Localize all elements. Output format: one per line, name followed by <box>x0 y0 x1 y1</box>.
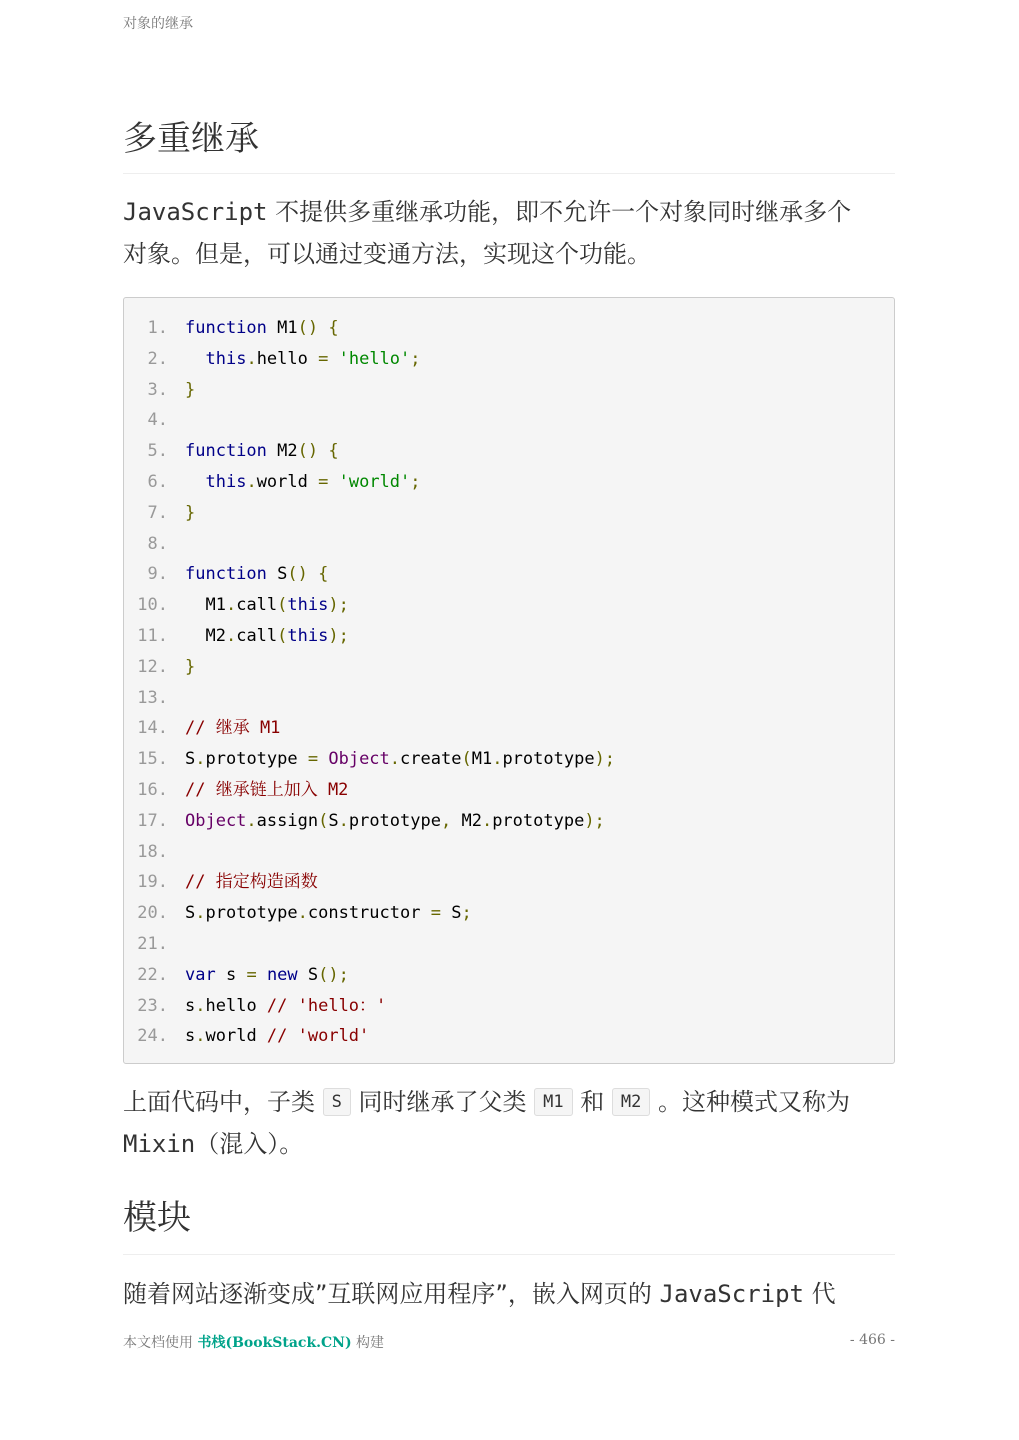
line-number: 21. <box>137 933 168 954</box>
code-token: this <box>287 625 329 646</box>
code-text <box>185 713 280 744</box>
code-token: 'world' <box>338 471 411 492</box>
code-token: S <box>440 903 462 924</box>
line-number: 12. <box>137 656 168 677</box>
code-token: hello <box>256 348 319 369</box>
module-paragraph <box>123 1273 895 1315</box>
code-token: S <box>266 564 288 585</box>
line-number: 8. <box>147 533 168 554</box>
running-head: 对象的继承 <box>123 16 193 32</box>
code-token: ( <box>461 749 472 770</box>
code-token: . <box>297 903 308 924</box>
code-line <box>124 683 894 714</box>
footer-suffix: 构建 <box>351 1335 385 1351</box>
code-token: function <box>185 318 267 338</box>
section-title-multiple-inheritance: 多重继承 <box>123 117 895 174</box>
code-token: (); <box>318 964 349 985</box>
explanation-text: 上面代码中，子类 <box>123 1088 323 1116</box>
code-token: ; <box>461 903 472 924</box>
code-line <box>124 713 894 744</box>
code-token <box>185 472 205 492</box>
code-token: create <box>400 749 462 770</box>
code-token: . <box>195 903 206 924</box>
code-token: function <box>185 441 267 462</box>
code-text <box>185 467 421 498</box>
code-token: . <box>338 810 349 831</box>
code-token: ); <box>328 625 349 646</box>
code-text <box>185 1021 369 1052</box>
code-token <box>328 472 338 492</box>
code-token: // 'hello：' <box>266 995 387 1016</box>
code-token: . <box>195 995 206 1016</box>
code-token: = <box>318 471 329 492</box>
code-token: M2 <box>266 441 298 462</box>
code-token: ); <box>584 810 605 831</box>
bookstack-link[interactable]: 书栈(BookStack.CN) <box>197 1335 352 1351</box>
code-token: call <box>236 595 278 616</box>
code-token: s <box>185 995 196 1016</box>
code-token: constructor <box>307 903 431 924</box>
code-token: = <box>246 964 257 985</box>
code-token: . <box>225 625 237 646</box>
code-token: S <box>297 964 319 985</box>
code-line <box>124 467 894 498</box>
code-token: prototype <box>205 903 298 924</box>
code-token: } <box>185 379 196 400</box>
code-token: S <box>185 749 196 770</box>
code-token: // 指定构造函数 <box>185 872 318 893</box>
code-line <box>124 313 894 344</box>
code-line <box>124 744 894 775</box>
code-lines <box>124 313 894 1052</box>
explanation-paragraph <box>123 1081 895 1165</box>
intro-paragraph <box>123 191 895 275</box>
code-text <box>185 991 386 1022</box>
code-text <box>185 621 349 652</box>
inline-code-s: S <box>323 1088 351 1116</box>
code-token: this <box>287 595 329 616</box>
code-line <box>124 405 894 436</box>
code-token <box>328 349 338 369</box>
code-token: ); <box>328 595 349 616</box>
code-line <box>124 436 894 467</box>
code-token <box>257 965 267 985</box>
line-number: 23. <box>137 995 168 1016</box>
code-token: . <box>195 749 206 770</box>
code-line <box>124 960 894 991</box>
code-line <box>124 652 894 683</box>
code-token: new <box>266 964 298 985</box>
code-line <box>124 621 894 652</box>
mixin-word: Mixin <box>123 1130 196 1158</box>
line-number: 24. <box>137 1026 168 1047</box>
code-token: var <box>185 964 216 985</box>
line-number: 2. <box>147 348 168 369</box>
code-token: ( <box>318 810 329 831</box>
footer-prefix: 本文档使用 <box>123 1335 198 1351</box>
code-token: this <box>205 471 247 492</box>
code-text <box>185 559 328 590</box>
code-token: Object <box>185 810 247 831</box>
line-number: 22. <box>137 964 168 985</box>
code-line <box>124 929 894 960</box>
code-token: . <box>389 749 401 770</box>
code-token: this <box>205 348 247 369</box>
inline-code-m1: M1 <box>534 1088 572 1116</box>
code-token: M1 <box>185 595 226 616</box>
code-token: = <box>430 903 441 924</box>
code-line <box>124 775 894 806</box>
code-token: ( <box>277 625 288 646</box>
code-token: M1 <box>266 318 298 338</box>
line-number: 13. <box>137 687 168 708</box>
code-token: ; <box>410 471 421 492</box>
code-token: . <box>225 595 237 616</box>
code-token: () <box>297 318 319 338</box>
line-number: 3. <box>147 379 168 400</box>
code-token <box>318 441 328 461</box>
code-text <box>185 898 472 929</box>
code-line <box>124 806 894 837</box>
code-token: prototype <box>492 810 585 831</box>
code-token: . <box>246 810 257 831</box>
code-line <box>124 991 894 1022</box>
footer-credit <box>123 1332 384 1352</box>
code-token: { <box>328 318 339 338</box>
line-number: 1. <box>147 318 168 338</box>
code-token: Object <box>328 749 390 770</box>
code-text <box>185 960 349 991</box>
code-token: . <box>481 810 493 831</box>
code-text <box>185 498 195 529</box>
code-token: S <box>328 810 339 831</box>
code-token: . <box>492 749 503 770</box>
code-token: . <box>195 1026 206 1047</box>
code-token <box>308 564 318 584</box>
code-token: prototype <box>502 749 595 770</box>
module-text: 随着网站逐渐变成”互联网应用程序”，嵌入网页的 <box>123 1280 660 1308</box>
code-token: S <box>185 903 196 924</box>
line-number: 20. <box>137 903 168 924</box>
code-token: hello <box>205 995 267 1016</box>
code-token: s <box>215 964 247 985</box>
code-line <box>124 529 894 560</box>
code-token: { <box>328 441 339 462</box>
code-word: JavaScript <box>123 198 268 226</box>
line-number: 10. <box>137 595 168 616</box>
code-token: } <box>185 656 196 677</box>
code-token <box>318 749 328 769</box>
explanation-text: 同时继承了父类 <box>350 1088 535 1116</box>
intro-text-line2: 对象。但是，可以通过变通方法，实现这个功能。 <box>123 240 651 268</box>
code-token: prototype <box>205 749 308 770</box>
code-token: ; <box>410 348 421 369</box>
code-token: assign <box>256 810 319 831</box>
code-text <box>185 313 339 344</box>
code-token: = <box>307 749 319 770</box>
line-number: 6. <box>147 471 168 492</box>
line-number: 17. <box>137 810 168 831</box>
code-token: function <box>185 564 267 585</box>
code-token: s <box>185 1026 196 1047</box>
line-number: 9. <box>147 564 168 585</box>
code-token: 'hello' <box>338 348 411 369</box>
code-line <box>124 375 894 406</box>
line-number: 7. <box>147 502 168 523</box>
code-token: () <box>287 564 308 585</box>
code-token: , <box>440 810 452 831</box>
code-line <box>124 1021 894 1052</box>
code-token: world <box>256 471 319 492</box>
line-number: 11. <box>137 625 168 646</box>
code-line <box>124 344 894 375</box>
code-token: world <box>205 1026 267 1047</box>
explanation-text: 和 <box>572 1088 612 1116</box>
code-text <box>185 375 195 406</box>
module-text: 代 <box>804 1280 836 1308</box>
code-line <box>124 898 894 929</box>
code-line <box>124 498 894 529</box>
code-token: () <box>297 441 319 462</box>
line-number: 14. <box>137 718 168 739</box>
section-title-module: 模块 <box>123 1196 895 1255</box>
inline-code-m2: M2 <box>612 1088 650 1116</box>
code-token <box>185 349 205 369</box>
code-token: M2 <box>451 810 482 831</box>
code-text <box>185 775 348 806</box>
code-text <box>185 344 421 375</box>
explanation-text: （混入）。 <box>195 1130 304 1158</box>
line-number: 18. <box>137 841 168 862</box>
code-token: . <box>246 348 257 369</box>
code-token: . <box>246 471 257 492</box>
intro-text: 不提供多重继承功能，即不允许一个对象同时继承多个 <box>267 198 852 226</box>
code-token: prototype <box>348 810 441 831</box>
page-number: - 466 - <box>849 1332 895 1348</box>
line-number: 5. <box>147 441 168 462</box>
code-line <box>124 837 894 868</box>
code-token: // 'world' <box>266 1026 370 1047</box>
code-block <box>123 297 895 1064</box>
code-token <box>318 318 328 338</box>
code-token: { <box>318 564 329 585</box>
code-text <box>185 652 195 683</box>
code-text <box>185 806 605 837</box>
code-token: } <box>185 502 196 523</box>
code-line <box>124 559 894 590</box>
code-token: // 继承链上加入 M2 <box>185 779 349 800</box>
line-number: 4. <box>147 410 168 431</box>
line-number: 19. <box>137 872 168 893</box>
code-text <box>185 867 318 898</box>
code-token: M1 <box>471 749 493 770</box>
code-token: // 继承 M1 <box>185 718 281 739</box>
explanation-text: 。这种模式又称为 <box>650 1088 851 1116</box>
code-text <box>185 590 349 621</box>
code-word: JavaScript <box>659 1280 804 1308</box>
code-line <box>124 867 894 898</box>
code-token: M2 <box>185 625 226 646</box>
code-token: ( <box>277 595 288 616</box>
code-token: ); <box>594 749 616 770</box>
code-token: = <box>318 348 329 369</box>
line-number: 15. <box>137 749 168 770</box>
code-text <box>185 436 339 467</box>
code-line <box>124 590 894 621</box>
line-number: 16. <box>137 779 168 800</box>
code-text <box>185 744 615 775</box>
code-token: call <box>236 625 278 646</box>
